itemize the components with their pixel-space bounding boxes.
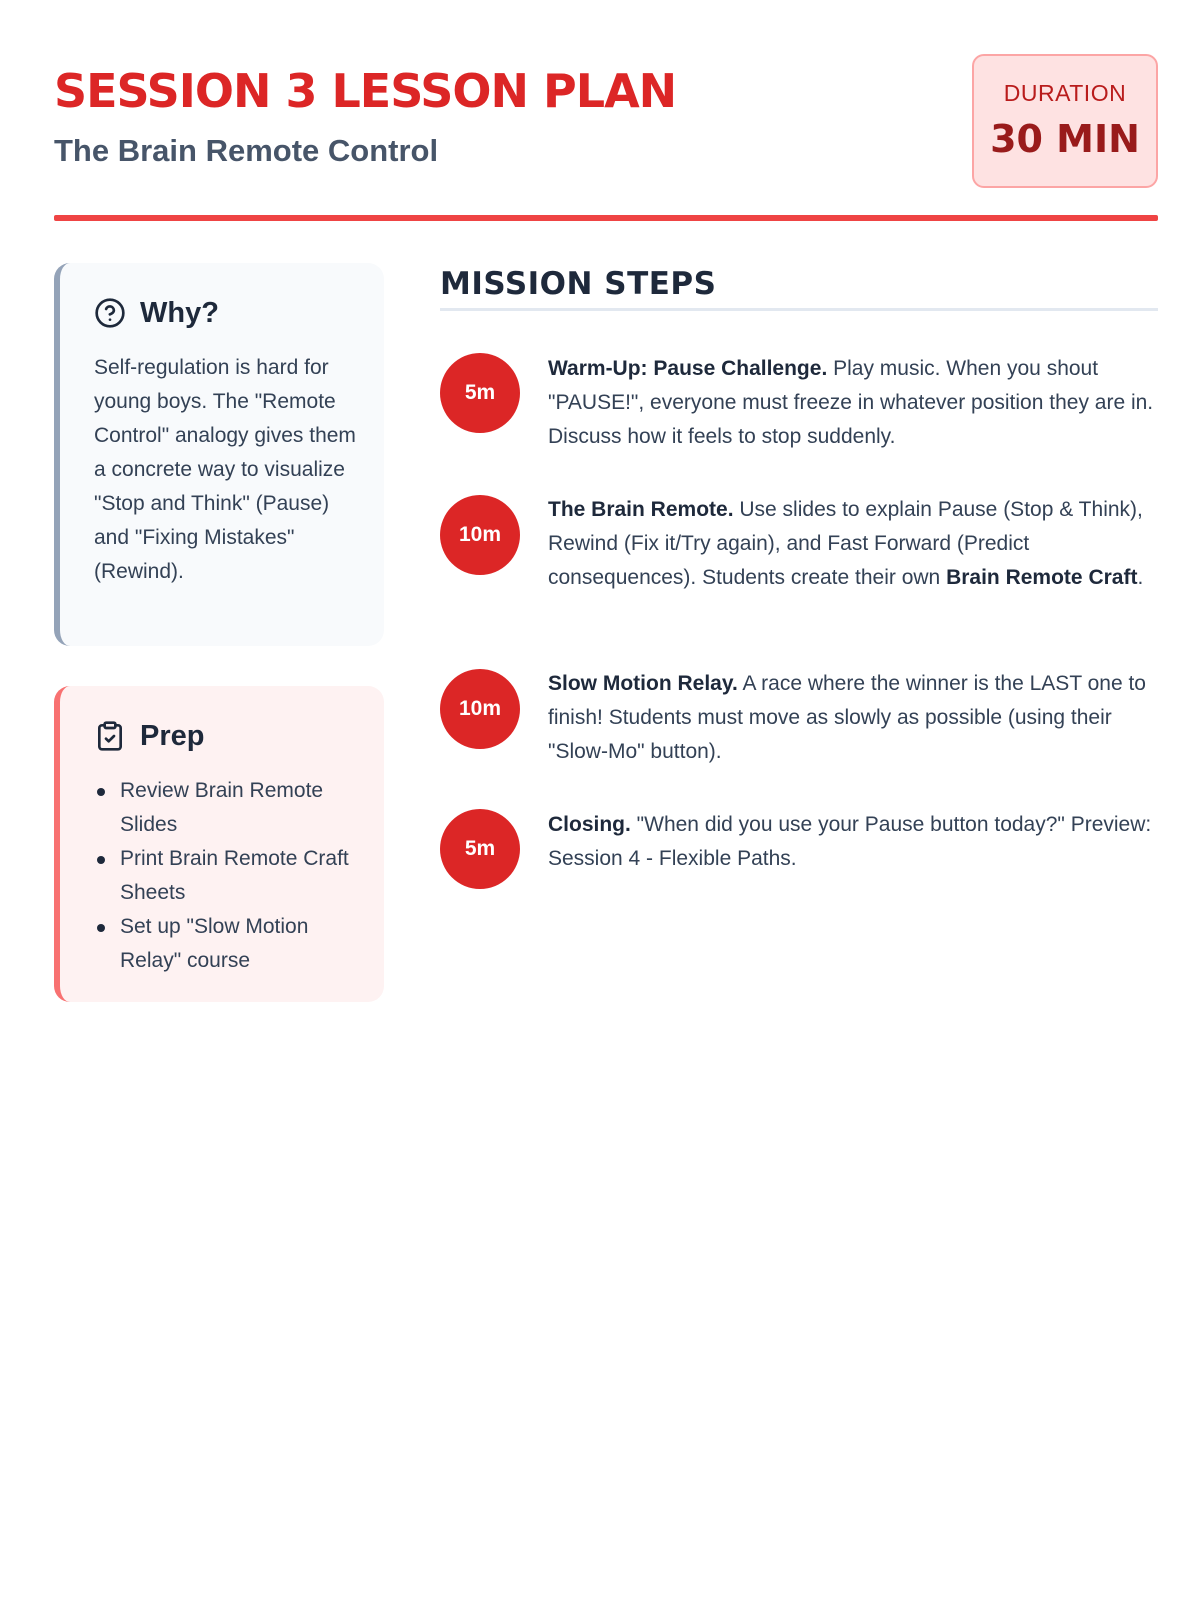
clipboard-check-icon — [94, 720, 126, 752]
why-card-text: Self-regulation is hard for young boys. The "Remote Control" analogy gives them a concrete way to visualize "Stop and Think" (Pause) and "Fixing Mistakes" (Rewind). — [94, 356, 356, 583]
step-time-badge: 5m — [440, 353, 520, 433]
step-time-badge: 10m — [440, 495, 520, 575]
step-text — [548, 493, 1158, 595]
step-body: A race where the winner is the LAST one to finish! Students must move as slowly as possible (using their "Slow-Mo" button). — [548, 672, 1146, 763]
why-card-title: Why? — [140, 296, 219, 329]
step-heading: Closing. — [548, 813, 631, 836]
step-body: "When did you use your Pause button today?" Preview: Session 4 - Flexible Paths. — [548, 813, 1152, 870]
step-emphasis: Brain Remote Craft — [946, 566, 1138, 589]
step-heading: The Brain Remote. — [548, 498, 734, 521]
header-divider — [54, 215, 1158, 221]
step-time-badge: 5m — [440, 809, 520, 889]
step-text — [548, 808, 1158, 876]
page-title: SESSION 3 LESSON PLAN — [54, 64, 677, 118]
question-circle-icon — [94, 297, 126, 329]
duration-badge — [972, 54, 1158, 188]
page-subtitle: The Brain Remote Control — [54, 133, 439, 168]
step-heading: Slow Motion Relay. — [548, 672, 738, 695]
duration-value: 30 MIN — [990, 117, 1140, 161]
lesson-header — [54, 54, 1158, 184]
prep-list — [94, 774, 360, 978]
mission-steps-title: MISSION STEPS — [440, 266, 717, 302]
duration-label: DURATION — [1003, 80, 1127, 106]
step-heading: Warm-Up: Pause Challenge. — [548, 357, 828, 380]
why-card-header — [94, 291, 360, 335]
prep-card-title: Prep — [140, 719, 205, 752]
why-card — [54, 263, 384, 646]
step-text — [548, 667, 1158, 769]
step-body: Use slides to explain Pause (Stop & Think), Rewind (Fix it/Try again), and Fast Forward (Predict consequences). Students create their own — [548, 498, 1143, 589]
mission-steps-divider — [440, 308, 1158, 311]
prep-list-item: Set up "Slow Motion Relay" course — [94, 910, 360, 978]
prep-list-item: Print Brain Remote Craft Sheets — [94, 842, 360, 910]
prep-list-item: Review Brain Remote Slides — [94, 774, 360, 842]
step-body: Play music. When you shout "PAUSE!", everyone must freeze in whatever position they are in. Discuss how it feels to stop suddenly. — [548, 357, 1154, 448]
step-time-badge: 10m — [440, 669, 520, 749]
step-text — [548, 352, 1158, 454]
prep-card — [54, 686, 384, 1002]
prep-card-header — [94, 714, 360, 758]
step-body-tail: . — [1137, 566, 1144, 589]
